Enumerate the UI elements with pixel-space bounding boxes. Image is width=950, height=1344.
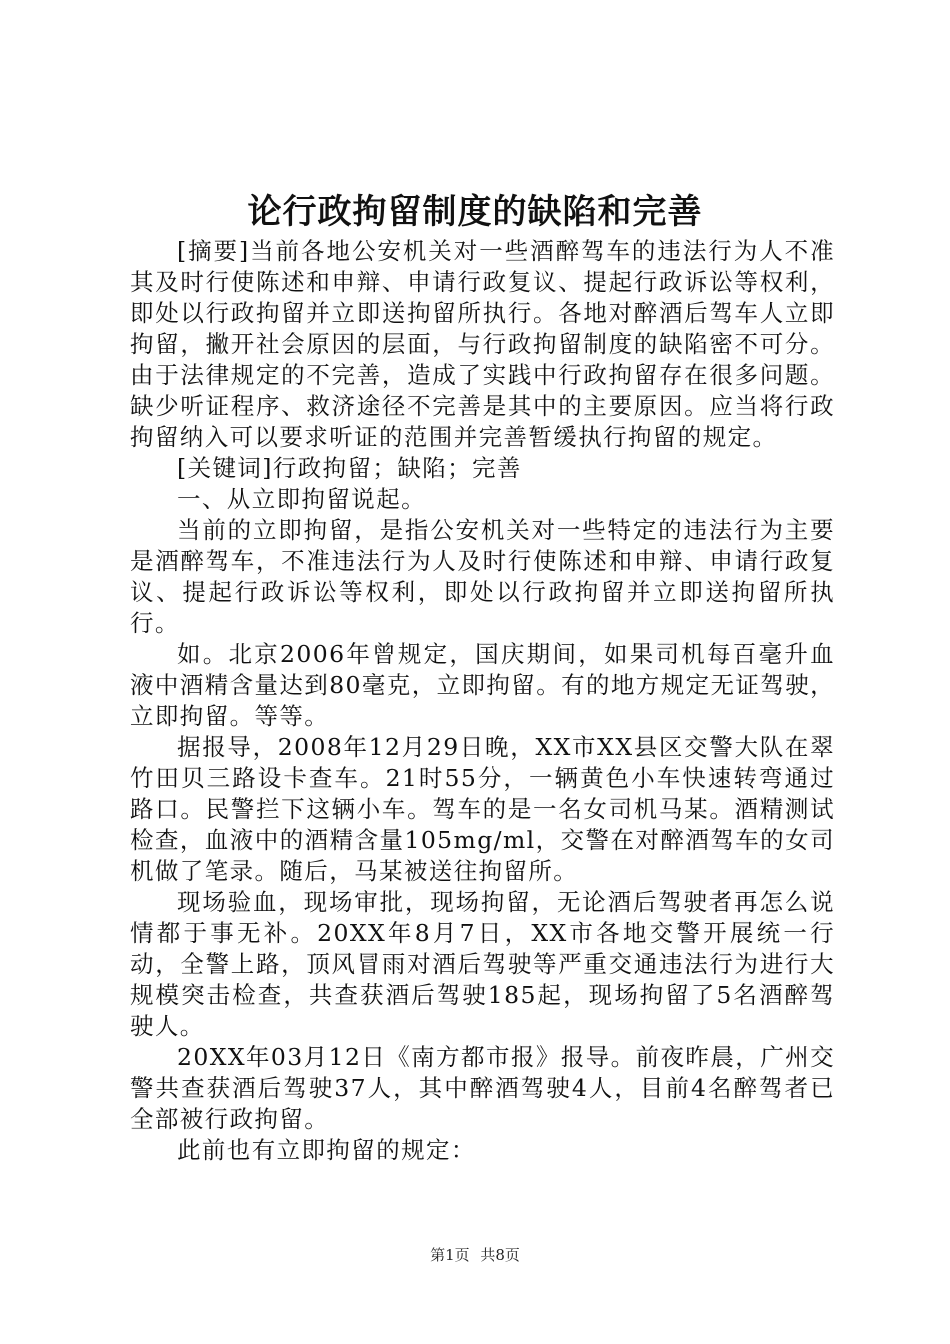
body-paragraph: 据报导，2008年12月29日晚，XX市XX县区交警大队在翠竹田贝三路设卡查车。21时55分，一辆黄色小车快速转弯通过路口。民警拦下这辆小车。驾车的是一名女司机马某。酒精测试检查，血液中的酒精含量105mg/ml，交警在对醉酒驾车的女司机做了笔录。随后，马某被送往拘留所。: [130, 733, 835, 885]
body-paragraph: 当前的立即拘留，是指公安机关对一些特定的违法行为主要是酒醉驾车，不准违法行为人及时行使陈述和申辩、申请行政复议、提起行政诉讼等权利，即处以行政拘留并立即送拘留所执行。: [130, 516, 835, 637]
body-paragraph: 此前也有立即拘留的规定：: [177, 1136, 476, 1164]
document-title: 论行政拘留制度的缺陷和完善: [247, 192, 703, 232]
body-paragraph: 20XX年03月12日《南方都市报》报导。前夜昨晨，广州交警共查获酒后驾驶37人，其中醉酒驾驶4人，目前4名醉驾者已全部被行政拘留。: [130, 1043, 835, 1133]
keywords-paragraph: [关键词]行政拘留；缺陷；完善: [177, 454, 522, 482]
page-footer: [0, 1244, 950, 1265]
document-body: [130, 236, 835, 1166]
page-total: 共8页: [480, 1246, 520, 1264]
body-paragraph: 如。北京2006年曾规定，国庆期间，如果司机每百毫升血液中酒精含量达到80毫克，立即拘留。有的地方规定无证驾驶，立即拘留。等等。: [130, 640, 836, 730]
page-number: 第1页: [430, 1246, 470, 1264]
body-paragraph: 现场验血，现场审批，现场拘留，无论酒后驾驶者再怎么说情都于事无补。20XX年8月7日，XX市各地交警开展统一行动，全警上路，顶风冒雨对酒后驾驶等严重交通违法行为进行大规模突击检查，共查获酒后驾驶185起，现场拘留了5名酒醉驾驶人。: [130, 888, 835, 1040]
section-heading: 一、从立即拘留说起。: [177, 485, 426, 513]
abstract-paragraph: [摘要]当前各地公安机关对一些酒醉驾车的违法行为人不准其及时行使陈述和申辩、申请行政复议、提起行政诉讼等权利，即处以行政拘留并立即送拘留所执行。各地对醉酒后驾车人立即拘留，撇开社会原因的层面，与行政拘留制度的缺陷密不可分。由于法律规定的不完善，造成了实践中行政拘留存在很多问题。缺少听证程序、救济途径不完善是其中的主要原因。应当将行政拘留纳入可以要求听证的范围并完善暂缓执行拘留的规定。: [130, 237, 835, 451]
